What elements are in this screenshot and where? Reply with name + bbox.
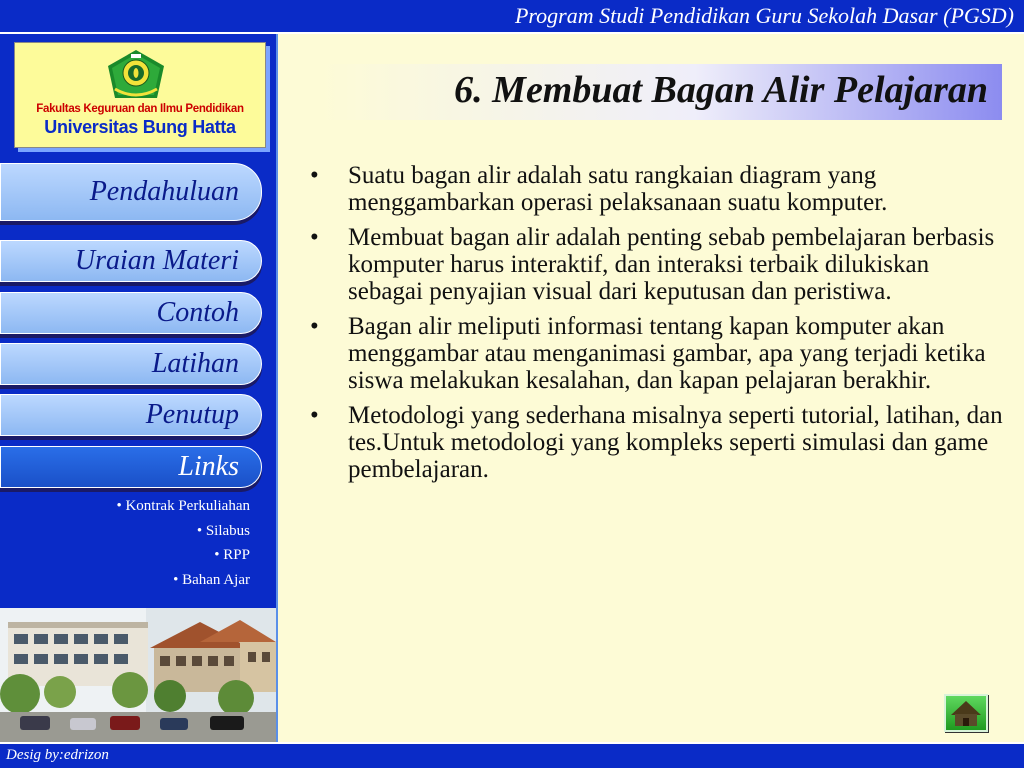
top-bar bbox=[0, 0, 1024, 34]
bottom-bar bbox=[0, 742, 1024, 768]
nav-button-latihan[interactable]: Latihan bbox=[0, 343, 262, 385]
links-list bbox=[116, 494, 250, 592]
content-bullets bbox=[306, 162, 1006, 491]
sidebar-divider bbox=[276, 34, 278, 768]
program-title: Program Studi Pendidikan Guru Sekolah Dasar (PGSD) bbox=[514, 3, 1014, 28]
faculty-name: Fakultas Keguruan dan Ilmu Pendidikan bbox=[36, 103, 244, 115]
nav-button-links[interactable]: Links bbox=[0, 446, 262, 488]
slide-title: 6. Membuat Bagan Alir Pelajaran bbox=[454, 69, 988, 111]
university-emblem-icon bbox=[105, 49, 167, 101]
logo-card bbox=[14, 42, 266, 148]
bullet-item: • Membuat bagan alir adalah penting sebab pembelajaran berbasis komputer harus interaktif, dan interaksi terbaik dilukiskan sebagai penyajian visual dari keputusan dan peristiwa. bbox=[306, 224, 1006, 305]
bullet-item: • Bagan alir meliputi informasi tentang kapan komputer akan menggambar atau menganimasi gambar, apa yang terjadi ketika siswa melakukan kesalahan, dan kapan pelajaran berakhir. bbox=[306, 313, 1006, 394]
link-rpp[interactable]: • RPP bbox=[214, 547, 250, 563]
home-icon bbox=[946, 696, 986, 730]
bullet-item: • Metodologi yang sederhana misalnya seperti tutorial, latihan, dan tes.Untuk metodologi yang kompleks seperti simulasi dan game pembelajaran. bbox=[306, 402, 1006, 483]
campus-photo bbox=[0, 608, 276, 742]
link-bahan-ajar[interactable]: • Bahan Ajar bbox=[173, 571, 250, 588]
sidebar bbox=[0, 34, 276, 742]
bullet-item: • Suatu bagan alir adalah satu rangkaian diagram yang menggambarkan operasi pelaksanaan suatu komputer. bbox=[306, 162, 1006, 216]
nav-button-contoh[interactable]: Contoh bbox=[0, 292, 262, 334]
nav-button-penutup[interactable]: Penutup bbox=[0, 394, 262, 436]
home-button[interactable] bbox=[944, 694, 988, 732]
link-silabus[interactable]: • Silabus bbox=[196, 522, 250, 539]
university-name: Universitas Bung Hatta bbox=[44, 117, 236, 137]
designer-credit: Desig by:edrizon bbox=[6, 747, 109, 763]
campus-photo-illustration bbox=[0, 608, 276, 742]
nav-button-pendahuluan[interactable]: Pendahuluan bbox=[0, 163, 262, 221]
nav-button-uraian-materi[interactable]: Uraian Materi bbox=[0, 240, 262, 282]
bottom-bar-divider bbox=[0, 742, 1024, 744]
slide-title-box bbox=[320, 64, 1002, 120]
link-kontrak-perkuliahan[interactable]: • Kontrak Perkuliahan bbox=[116, 498, 250, 514]
